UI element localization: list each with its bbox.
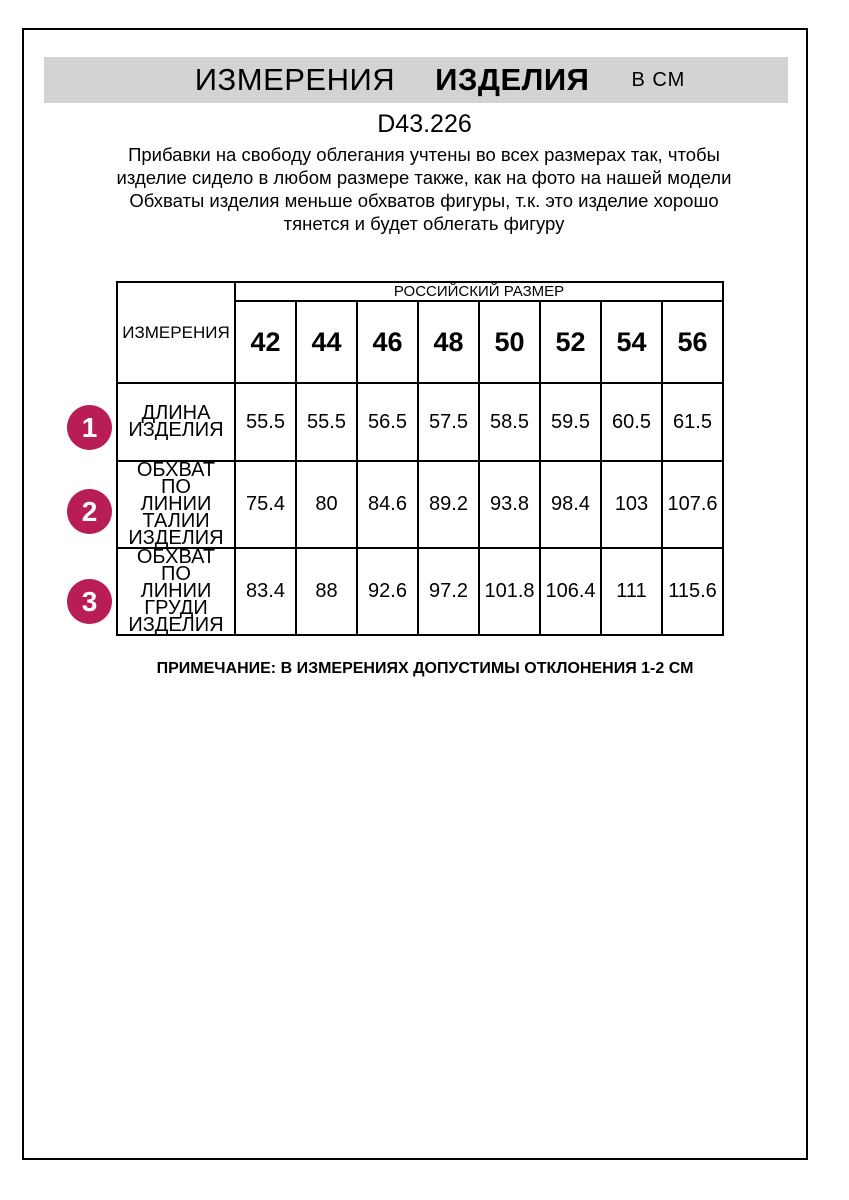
size-header-48: 48 bbox=[418, 301, 479, 383]
tolerance-note: ПРИМЕЧАНИЕ: В ИЗМЕРЕНИЯХ ДОПУСТИМЫ ОТКЛОНЕНИЯ 1-2 СМ bbox=[156, 660, 694, 677]
value-cell: 101.8 bbox=[479, 548, 540, 635]
title-measurements: ИЗМЕРЕНИЯ bbox=[194, 62, 396, 97]
size-header-42: 42 bbox=[235, 301, 296, 383]
value-cell: 98.4 bbox=[540, 461, 601, 548]
row-label-length: ДЛИНА ИЗДЕЛИЯ bbox=[117, 383, 235, 461]
title-product: ИЗДЕЛИЯ bbox=[435, 62, 590, 97]
table-row-length bbox=[117, 383, 723, 461]
value-cell: 88 bbox=[296, 548, 357, 635]
size-header-52: 52 bbox=[540, 301, 601, 383]
value-cell: 58.5 bbox=[479, 383, 540, 461]
intro-paragraph-stretch: Обхваты изделия меньше обхватов фигуры, т.к. это изделие хорошо тянется и будет облегать фигуру bbox=[129, 190, 719, 234]
value-cell: 60.5 bbox=[601, 383, 662, 461]
value-cell: 61.5 bbox=[662, 383, 723, 461]
size-header-44: 44 bbox=[296, 301, 357, 383]
table-row-bust bbox=[117, 548, 723, 635]
value-cell: 83.4 bbox=[235, 548, 296, 635]
value-cell: 84.6 bbox=[357, 461, 418, 548]
value-cell: 57.5 bbox=[418, 383, 479, 461]
value-cell: 89.2 bbox=[418, 461, 479, 548]
value-cell: 59.5 bbox=[540, 383, 601, 461]
intro-text bbox=[104, 143, 744, 235]
size-header-46: 46 bbox=[357, 301, 418, 383]
value-cell: 93.8 bbox=[479, 461, 540, 548]
value-cell: 80 bbox=[296, 461, 357, 548]
intro-paragraph-fit: Прибавки на свободу облегания учтены во всех размерах так, чтобы изделие сидело в любом размере также, как на фото на нашей модели bbox=[116, 144, 732, 188]
value-cell: 92.6 bbox=[357, 548, 418, 635]
value-cell: 103 bbox=[601, 461, 662, 548]
size-header-56: 56 bbox=[662, 301, 723, 383]
value-cell: 55.5 bbox=[235, 383, 296, 461]
measurements-table bbox=[116, 281, 724, 636]
table-group-header-row bbox=[117, 282, 723, 301]
value-cell: 115.6 bbox=[662, 548, 723, 635]
size-header-50: 50 bbox=[479, 301, 540, 383]
row-number-badge-3: 3 bbox=[67, 579, 112, 624]
row-number-badge-1: 1 bbox=[67, 405, 112, 450]
row-number-badge-2: 2 bbox=[67, 489, 112, 534]
value-cell: 111 bbox=[601, 548, 662, 635]
title-unit: В СМ bbox=[631, 68, 686, 91]
row-label-waist: ОБХВАТ ПО ЛИНИИ ТАЛИИ ИЗДЕЛИЯ bbox=[117, 461, 235, 548]
value-cell: 56.5 bbox=[357, 383, 418, 461]
value-cell: 75.4 bbox=[235, 461, 296, 548]
row-label-bust: ОБХВАТ ПО ЛИНИИ ГРУДИ ИЗДЕЛИЯ bbox=[117, 548, 235, 635]
table-row-waist bbox=[117, 461, 723, 548]
russian-size-header: РОССИЙСКИЙ РАЗМЕР bbox=[235, 282, 723, 301]
size-header-54: 54 bbox=[601, 301, 662, 383]
corner-header-measurements: ИЗМЕРЕНИЯ bbox=[117, 282, 235, 383]
page-title bbox=[44, 57, 788, 103]
value-cell: 97.2 bbox=[418, 548, 479, 635]
value-cell: 107.6 bbox=[662, 461, 723, 548]
value-cell: 55.5 bbox=[296, 383, 357, 461]
product-code: D43.226 bbox=[377, 110, 472, 138]
value-cell: 106.4 bbox=[540, 548, 601, 635]
